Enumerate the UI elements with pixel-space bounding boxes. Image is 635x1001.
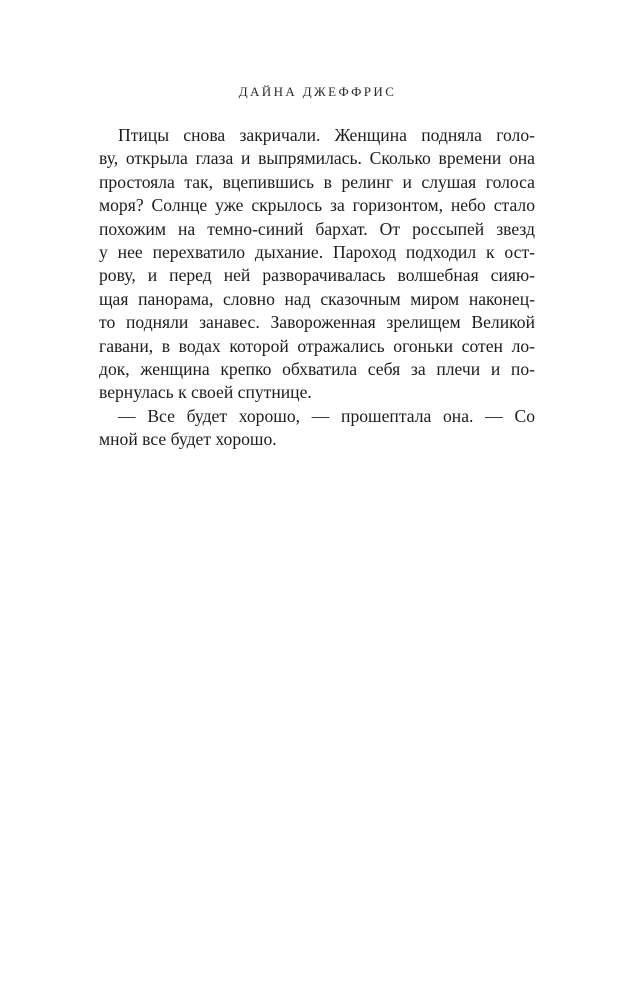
text-line: то подняли занавес. Завороженная зрелищем Великой <box>99 312 535 333</box>
text-line: Птицы снова закричали. Женщина подняла голо- <box>118 125 535 145</box>
paragraph-1 <box>99 124 535 405</box>
running-header: ДАЙНА ДЖЕФФРИС <box>238 84 397 99</box>
text-line: — Все будет хорошо, — прошептала она. — Со <box>118 405 535 426</box>
text-line: моря? Солнце уже скрылось за горизонтом, небо стало <box>99 195 535 216</box>
text-line: щая панорама, словно над сказочным миром наконец- <box>99 288 535 309</box>
paragraph-2 <box>99 405 535 452</box>
text-line: у нее перехватило дыхание. Пароход подходил к ост- <box>99 242 535 263</box>
text-line: вернулась к своей спутнице. <box>99 382 312 403</box>
text-line: гавани, в водах которой отражались огоньки сотен ло- <box>99 335 535 356</box>
body-text <box>99 124 535 452</box>
text-line: рову, и перед ней разворачивалась волшебная сияю- <box>99 265 535 286</box>
text-line: похожим на темно-синий бархат. От россыпей звезд <box>99 218 535 239</box>
text-line: мной все будет хорошо. <box>99 429 277 450</box>
text-line: простояла так, вцепившись в релинг и слушая голоса <box>99 171 535 192</box>
text-line: ву, открыла глаза и выпрямилась. Сколько времени она <box>99 148 535 169</box>
text-line: док, женщина крепко обхватила себя за плечи и по- <box>99 359 535 380</box>
